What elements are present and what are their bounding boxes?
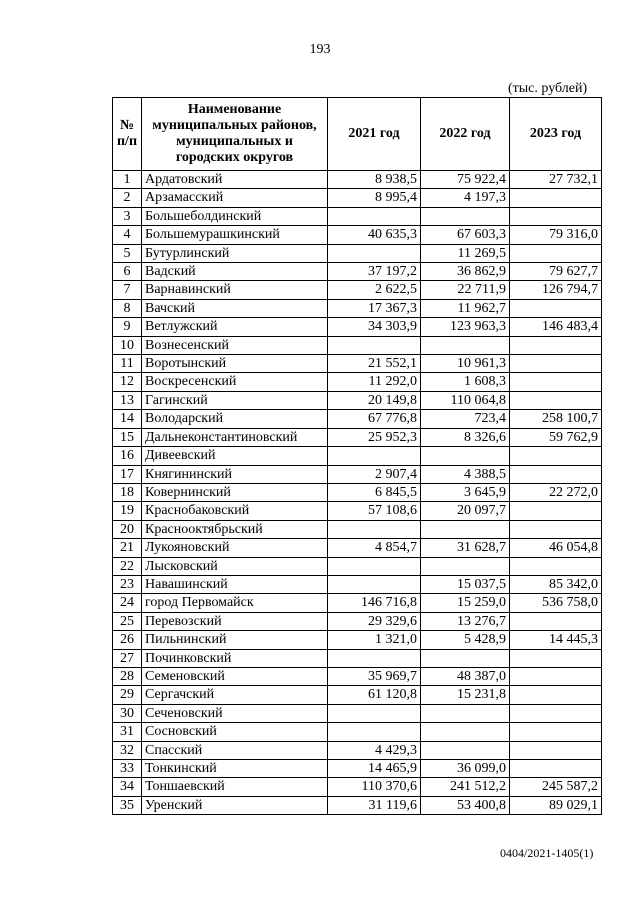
row-number: 6	[113, 263, 142, 281]
municipality-name: Воротынский	[142, 355, 328, 373]
municipality-name: Краснобаковский	[142, 502, 328, 520]
value-2023: 27 732,1	[510, 171, 602, 189]
value-2022: 723,4	[421, 410, 510, 428]
row-number: 17	[113, 465, 142, 483]
table-row	[113, 667, 602, 685]
value-2022: 110 064,8	[421, 391, 510, 409]
municipality-name: Тоншаевский	[142, 778, 328, 796]
value-2021: 110 370,6	[328, 778, 421, 796]
row-number: 2	[113, 189, 142, 207]
row-number: 19	[113, 502, 142, 520]
row-number: 7	[113, 281, 142, 299]
table-row	[113, 207, 602, 225]
table-header	[113, 98, 602, 171]
page-number: 193	[309, 42, 331, 57]
row-number: 30	[113, 704, 142, 722]
municipality-name: Лысковский	[142, 557, 328, 575]
row-number: 20	[113, 520, 142, 538]
value-2022: 53 400,8	[421, 796, 510, 814]
table-row	[113, 649, 602, 667]
value-2023	[510, 686, 602, 704]
value-2022: 8 326,6	[421, 428, 510, 446]
value-2022: 4 388,5	[421, 465, 510, 483]
value-2023	[510, 557, 602, 575]
value-2023: 146 483,4	[510, 318, 602, 336]
value-2023: 245 587,2	[510, 778, 602, 796]
municipality-name: Вознесенский	[142, 336, 328, 354]
value-2023	[510, 723, 602, 741]
table-row	[113, 594, 602, 612]
value-2022: 15 037,5	[421, 575, 510, 593]
table-row	[113, 723, 602, 741]
table-row	[113, 778, 602, 796]
municipality-name: Дальнеконстантиновский	[142, 428, 328, 446]
value-2022: 123 963,3	[421, 318, 510, 336]
row-number: 1	[113, 171, 142, 189]
row-number: 13	[113, 391, 142, 409]
value-2023: 536 758,0	[510, 594, 602, 612]
value-2022: 5 428,9	[421, 631, 510, 649]
value-2023	[510, 244, 602, 262]
municipality-name: Ардатовский	[142, 171, 328, 189]
table-row	[113, 760, 602, 778]
header-2023: 2023 год	[510, 98, 602, 171]
row-number: 9	[113, 318, 142, 336]
row-number: 35	[113, 796, 142, 814]
municipality-name: Большемурашкинский	[142, 226, 328, 244]
table-row	[113, 502, 602, 520]
value-2023	[510, 520, 602, 538]
row-number: 28	[113, 667, 142, 685]
value-2023	[510, 447, 602, 465]
value-2021: 17 367,3	[328, 299, 421, 317]
value-2021	[328, 520, 421, 538]
value-2021	[328, 704, 421, 722]
value-2023: 89 029,1	[510, 796, 602, 814]
municipality-name: Варнавинский	[142, 281, 328, 299]
row-number: 33	[113, 760, 142, 778]
table-row	[113, 704, 602, 722]
municipality-name: Навашинский	[142, 575, 328, 593]
value-2021	[328, 723, 421, 741]
municipality-name: Арзамасский	[142, 189, 328, 207]
row-number: 31	[113, 723, 142, 741]
row-number: 29	[113, 686, 142, 704]
table-row	[113, 557, 602, 575]
table-row	[113, 391, 602, 409]
value-2022	[421, 704, 510, 722]
row-number: 34	[113, 778, 142, 796]
municipality-name: Сергачский	[142, 686, 328, 704]
row-number: 32	[113, 741, 142, 759]
table-row	[113, 631, 602, 649]
value-2023: 79 627,7	[510, 263, 602, 281]
table-row	[113, 355, 602, 373]
table-row	[113, 483, 602, 501]
municipality-name: Сосновский	[142, 723, 328, 741]
value-2021	[328, 447, 421, 465]
value-2023: 85 342,0	[510, 575, 602, 593]
row-number: 26	[113, 631, 142, 649]
value-2023	[510, 649, 602, 667]
value-2021	[328, 557, 421, 575]
value-2022: 22 711,9	[421, 281, 510, 299]
value-2021	[328, 336, 421, 354]
value-2021: 35 969,7	[328, 667, 421, 685]
value-2022: 4 197,3	[421, 189, 510, 207]
municipality-name: Бутурлинский	[142, 244, 328, 262]
value-2023: 14 445,3	[510, 631, 602, 649]
municipality-name: Ковернинский	[142, 483, 328, 501]
row-number: 14	[113, 410, 142, 428]
value-2022: 75 922,4	[421, 171, 510, 189]
row-number: 10	[113, 336, 142, 354]
value-2023	[510, 207, 602, 225]
row-number: 11	[113, 355, 142, 373]
value-2022	[421, 557, 510, 575]
value-2022	[421, 447, 510, 465]
row-number: 23	[113, 575, 142, 593]
table-row	[113, 612, 602, 630]
municipality-name: Спасский	[142, 741, 328, 759]
value-2023	[510, 373, 602, 391]
municipality-name: Воскресенский	[142, 373, 328, 391]
municipality-name: город Первомайск	[142, 594, 328, 612]
document-code: 0404/2021-1405(1)	[500, 846, 594, 860]
municipality-name: Пильнинский	[142, 631, 328, 649]
row-number: 15	[113, 428, 142, 446]
value-2021	[328, 244, 421, 262]
table-row	[113, 299, 602, 317]
table-row	[113, 520, 602, 538]
value-2023	[510, 355, 602, 373]
value-2022: 241 512,2	[421, 778, 510, 796]
value-2021: 25 952,3	[328, 428, 421, 446]
table-body	[113, 171, 602, 815]
municipality-name: Семеновский	[142, 667, 328, 685]
value-2021: 61 120,8	[328, 686, 421, 704]
value-2022: 15 259,0	[421, 594, 510, 612]
value-2023	[510, 502, 602, 520]
municipality-name: Дивеевский	[142, 447, 328, 465]
table-row	[113, 189, 602, 207]
value-2021: 4 854,7	[328, 539, 421, 557]
value-2022: 1 608,3	[421, 373, 510, 391]
table-row	[113, 741, 602, 759]
value-2022: 13 276,7	[421, 612, 510, 630]
header-name: Наименование муниципальных районов, муниципальных и городских округов	[142, 98, 328, 171]
municipality-name: Вадский	[142, 263, 328, 281]
row-number: 22	[113, 557, 142, 575]
row-number: 18	[113, 483, 142, 501]
value-2022: 11 962,7	[421, 299, 510, 317]
value-2023: 258 100,7	[510, 410, 602, 428]
value-2022: 48 387,0	[421, 667, 510, 685]
value-2023	[510, 612, 602, 630]
value-2021	[328, 575, 421, 593]
row-number: 4	[113, 226, 142, 244]
municipality-name: Ветлужский	[142, 318, 328, 336]
table-row	[113, 336, 602, 354]
value-2021: 34 303,9	[328, 318, 421, 336]
value-2022: 20 097,7	[421, 502, 510, 520]
municipality-name: Большеболдинский	[142, 207, 328, 225]
table-row	[113, 539, 602, 557]
row-number: 8	[113, 299, 142, 317]
unit-note: (тыс. рублей)	[508, 81, 588, 96]
value-2021: 37 197,2	[328, 263, 421, 281]
municipality-name: Сеченовский	[142, 704, 328, 722]
table-row	[113, 410, 602, 428]
value-2021	[328, 207, 421, 225]
municipality-name: Вачский	[142, 299, 328, 317]
value-2022	[421, 649, 510, 667]
value-2021: 8 995,4	[328, 189, 421, 207]
table-row	[113, 447, 602, 465]
value-2023	[510, 741, 602, 759]
value-2022	[421, 723, 510, 741]
value-2022	[421, 741, 510, 759]
value-2021: 11 292,0	[328, 373, 421, 391]
value-2021: 146 716,8	[328, 594, 421, 612]
row-number: 16	[113, 447, 142, 465]
value-2023	[510, 299, 602, 317]
budget-table	[112, 97, 602, 815]
table-row	[113, 465, 602, 483]
value-2022: 15 231,8	[421, 686, 510, 704]
value-2023: 22 272,0	[510, 483, 602, 501]
table-row	[113, 318, 602, 336]
value-2021: 1 321,0	[328, 631, 421, 649]
row-number: 21	[113, 539, 142, 557]
value-2022: 67 603,3	[421, 226, 510, 244]
value-2022: 36 099,0	[421, 760, 510, 778]
table-row	[113, 244, 602, 262]
value-2022	[421, 207, 510, 225]
municipality-name: Тонкинский	[142, 760, 328, 778]
municipality-name: Перевозский	[142, 612, 328, 630]
row-number: 12	[113, 373, 142, 391]
municipality-name: Починковский	[142, 649, 328, 667]
value-2022: 31 628,7	[421, 539, 510, 557]
value-2022: 36 862,9	[421, 263, 510, 281]
value-2021: 21 552,1	[328, 355, 421, 373]
value-2022: 11 269,5	[421, 244, 510, 262]
value-2021: 67 776,8	[328, 410, 421, 428]
table-row	[113, 226, 602, 244]
table-row	[113, 796, 602, 814]
value-2023: 59 762,9	[510, 428, 602, 446]
value-2023	[510, 189, 602, 207]
municipality-name: Краснооктябрьский	[142, 520, 328, 538]
value-2021: 31 119,6	[328, 796, 421, 814]
value-2021: 4 429,3	[328, 741, 421, 759]
value-2023	[510, 391, 602, 409]
table-row	[113, 428, 602, 446]
table-row	[113, 575, 602, 593]
value-2021: 40 635,3	[328, 226, 421, 244]
header-2021: 2021 год	[328, 98, 421, 171]
row-number: 5	[113, 244, 142, 262]
value-2023: 126 794,7	[510, 281, 602, 299]
value-2023	[510, 667, 602, 685]
value-2023: 46 054,8	[510, 539, 602, 557]
table-row	[113, 373, 602, 391]
value-2021: 14 465,9	[328, 760, 421, 778]
table-row	[113, 281, 602, 299]
municipality-name: Уренский	[142, 796, 328, 814]
value-2021: 2 622,5	[328, 281, 421, 299]
table-row	[113, 686, 602, 704]
value-2023	[510, 336, 602, 354]
table-row	[113, 171, 602, 189]
municipality-name: Лукояновский	[142, 539, 328, 557]
municipality-name: Княгининский	[142, 465, 328, 483]
row-number: 3	[113, 207, 142, 225]
value-2023	[510, 760, 602, 778]
value-2022	[421, 336, 510, 354]
value-2021: 6 845,5	[328, 483, 421, 501]
row-number: 27	[113, 649, 142, 667]
value-2022: 10 961,3	[421, 355, 510, 373]
value-2022: 3 645,9	[421, 483, 510, 501]
value-2023: 79 316,0	[510, 226, 602, 244]
row-number: 25	[113, 612, 142, 630]
value-2021: 2 907,4	[328, 465, 421, 483]
value-2023	[510, 704, 602, 722]
value-2022	[421, 520, 510, 538]
header-2022: 2022 год	[421, 98, 510, 171]
row-number: 24	[113, 594, 142, 612]
value-2021	[328, 649, 421, 667]
value-2021: 8 938,5	[328, 171, 421, 189]
table-row	[113, 263, 602, 281]
value-2021: 20 149,8	[328, 391, 421, 409]
header-num: № п/п	[113, 98, 142, 171]
municipality-name: Гагинский	[142, 391, 328, 409]
value-2021: 57 108,6	[328, 502, 421, 520]
value-2021: 29 329,6	[328, 612, 421, 630]
municipality-name: Володарский	[142, 410, 328, 428]
value-2023	[510, 465, 602, 483]
